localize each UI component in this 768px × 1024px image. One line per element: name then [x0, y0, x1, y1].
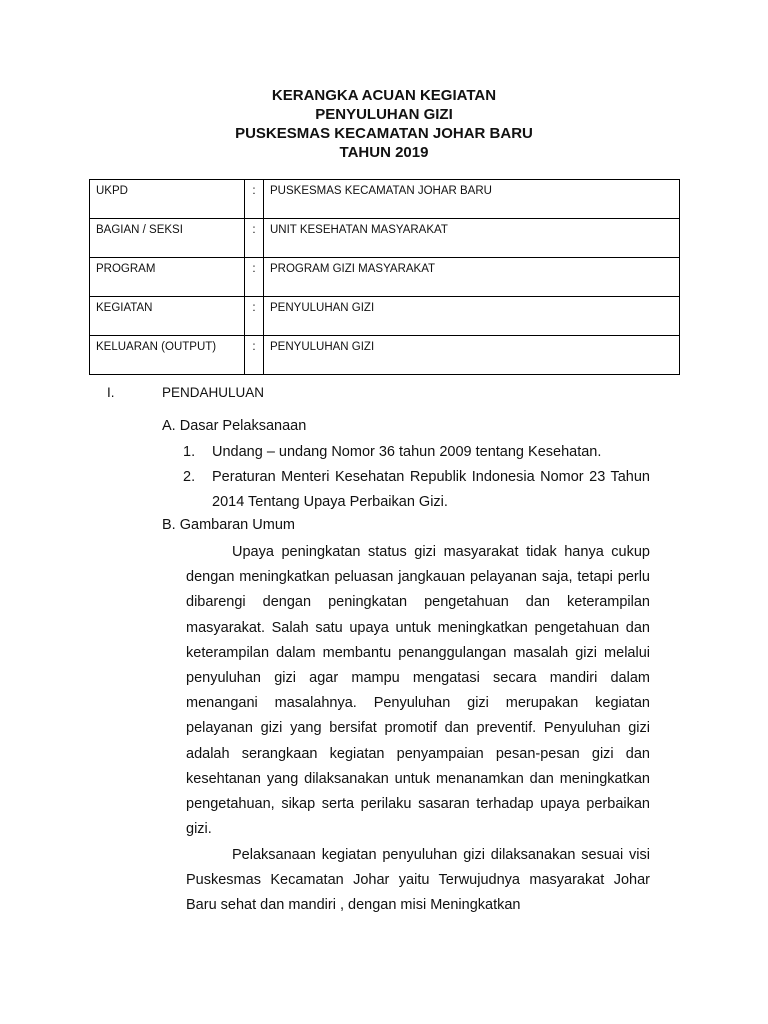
- table-row: [90, 336, 680, 375]
- table-row: [90, 297, 680, 336]
- row-value: UNIT KESEHATAN MASYARAKAT: [264, 219, 680, 258]
- body-paragraph: Upaya peningkatan status gizi masyarakat tidak hanya cukup dengan meningkatkan peluasan jangkauan pelayanan saja, tetapi perlu dibarengi dengan peningkatan pengetahuan dan keterampilan masyarakat. Salah satu upaya untuk meningkatkan pengetahuan dan keterampilan dalam membantu penanggulangan masalah gizi melalui penyuluhan gizi agar mampu mengatasi secara mandiri dalam menangani masalahnya. Penyuluhan gizi merupakan kegiatan pelayanan gizi yang bersifat promotif dan preventif. Penyuluhan gizi adalah serangkaan kegiatan penyampaian pesan-pesan gizi dan kesehtanan yang dilaksanakan untuk menanamkan dan meningkatkan pengetahuan, sikap serta perilaku sasaran terhadap upaya perbaikan gizi.: [186, 544, 650, 838]
- title-line-2: PENYULUHAN GIZI: [315, 106, 453, 123]
- row-value: PROGRAM GIZI MASYARAKAT: [264, 258, 680, 297]
- title-line-3: PUSKESMAS KECAMATAN JOHAR BARU: [235, 125, 533, 142]
- subsection-b-heading: B. Gambaran Umum: [162, 517, 295, 533]
- list-item: [183, 465, 650, 515]
- info-table: [89, 179, 680, 375]
- list-item-text: Undang – undang Nomor 36 tahun 2009 tentang Kesehatan.: [212, 444, 602, 460]
- row-label: PROGRAM: [90, 258, 245, 297]
- section-numeral: I.: [107, 385, 115, 400]
- row-value: PENYULUHAN GIZI: [264, 336, 680, 375]
- table-row: [90, 219, 680, 258]
- row-colon: :: [245, 258, 264, 297]
- body-paragraph: Pelaksanaan kegiatan penyuluhan gizi dilaksanakan sesuai visi Puskesmas Kecamatan Johar yaitu Terwujudnya masyarakat Johar Baru sehat dan mandiri , dengan misi Meningkatkan: [186, 847, 650, 914]
- title-line-1: KERANGKA ACUAN KEGIATAN: [271, 87, 497, 104]
- row-colon: :: [245, 336, 264, 375]
- row-label: KELUARAN (OUTPUT): [90, 336, 245, 375]
- list-item: [183, 440, 650, 465]
- row-label: BAGIAN / SEKSI: [90, 219, 245, 258]
- table-row: [90, 180, 680, 219]
- title-line-4: TAHUN 2019: [339, 144, 429, 161]
- row-colon: :: [245, 180, 264, 219]
- subsection-a-heading: A. Dasar Pelaksanaan: [162, 418, 307, 434]
- row-value: PUSKESMAS KECAMATAN JOHAR BARU: [264, 180, 680, 219]
- table-row: [90, 258, 680, 297]
- list-item-number: 1.: [183, 444, 196, 460]
- list-item-text: Peraturan Menteri Kesehatan Republik Indonesia Nomor 23 Tahun 2014 Tentang Upaya Perbaikan Gizi.: [212, 469, 650, 510]
- row-label: KEGIATAN: [90, 297, 245, 336]
- row-value: PENYULUHAN GIZI: [264, 297, 680, 336]
- list-item-number: 2.: [183, 469, 196, 485]
- row-colon: :: [245, 219, 264, 258]
- row-colon: :: [245, 297, 264, 336]
- section-heading: PENDAHULUAN: [162, 385, 265, 400]
- row-label: UKPD: [90, 180, 245, 219]
- document-title: [0, 86, 768, 162]
